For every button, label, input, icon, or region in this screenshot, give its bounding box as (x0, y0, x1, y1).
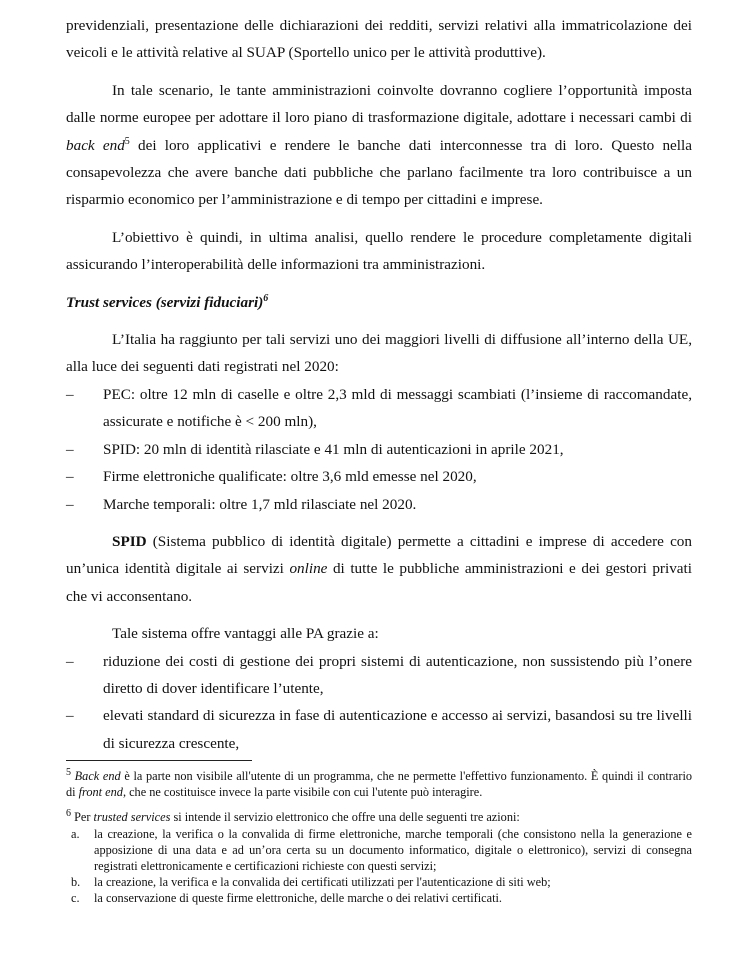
list-item: – Firme elettroniche qualificate: oltre 3,6 mld emesse nel 2020, (66, 463, 692, 490)
paragraph-spid: SPID (Sistema pubblico di identità digitale) permette a cittadini e imprese di accedere con un’unica identità digitale ai servizi online di tutte le pubbliche amministrazioni e dei gestori privati che vi acconsentano. (66, 532, 692, 605)
paragraph-trust-intro: L’Italia ha raggiunto per tali servizi uno dei maggiori livelli di diffusione all’interno della UE, alla luce dei seguenti dati registrati nel 2020: (66, 331, 692, 376)
section-heading-trust-services: Trust services (servizi fiduciari)$^6$ (66, 292, 269, 311)
paragraph-continuation: previdenziali, presentazione delle dichiarazioni dei redditi, servizi relativi alla immatricolazione dei veicoli e le attività relative al SUAP (Sportello unico per le attività produttive). (66, 17, 692, 62)
list-item: – SPID: 20 mln di identità rilasciate e 41 mln di autenticazioni in aprile 2021, (66, 436, 692, 463)
list-item: – PEC: oltre 12 mln di caselle e oltre 2,3 mld di messaggi scambiati (l’insieme di raccomandate, assicurate e notifiche è < 200 mln), (66, 381, 692, 436)
footnote-separator (66, 760, 252, 761)
term-back-end: back end (66, 136, 125, 154)
list-item: – elevati standard di sicurezza in fase di autenticazione e accesso ai servizi, basandosi su tre livelli di sicurezza crescente, (66, 702, 692, 757)
footnote-6-list (66, 826, 692, 907)
paragraph-objective: L’obiettivo è quindi, in ultima analisi, quello rendere le procedure completamente digitali assicurando l’interoperabilità delle informazioni tra amministrazioni. (66, 228, 692, 274)
list-item: a. la creazione, la verifica o la convalida di firme elettroniche, marche temporali (che consistono nella la generazione e apposizione di una data e ad un’ora certa su un documento informatico, digitale o elettronico), servizi di consegna registrati elettronicamente e certificazioni richieste con questi servizi; (71, 826, 692, 874)
footnote-6: $^6$ Per trusted services si intende il servizio elettronico che offre una delle seguenti tre azioni: a. la creazione, la verifica o la convalida di firme elettroniche, marche temporali (che consistono nella la generazione e apposizione di una data e ad un’ora certa su un documento informatico, digitale o elettronico), servizi di consegna registrati elettronicamente e certificazioni richieste con questi servizi; b. la creazione, la verifica e la convalida dei certificati utilizzati per l'autenticazione di siti web; c. la conservazione di queste firme elettroniche, delle marche o dei relativi certificati. (66, 808, 692, 906)
body-text (66, 12, 692, 757)
list-item: c. la conservazione di queste firme elettroniche, delle marche o dei relativi certificati. (71, 891, 502, 906)
term-spid: SPID (112, 532, 147, 550)
advantages-list (66, 648, 692, 758)
footnote-ref-5: 5 (124, 135, 130, 147)
list-item: b. la creazione, la verifica e la convalida dei certificati utilizzati per l'autenticazione di siti web; (71, 875, 551, 890)
footnote-5: $^5$ Back end è la parte non visibile all'utente di un programma, che ne permette l'effettivo funzionamento. È quindi il contrario di front end, che ne costituisce invece la parte visibile con cui l'utente può interagire. (66, 766, 693, 800)
list-item: – Marche temporali: oltre 1,7 mld rilasciate nel 2020. (66, 491, 692, 518)
trust-services-list (66, 381, 692, 518)
footnote-ref-6: 6 (263, 292, 269, 304)
paragraph-digital-transformation: In tale scenario, le tante amministrazioni coinvolte dovranno cogliere l’opportunità imposta dalle norme europee per adottare il loro piano di trasformazione digitale, adottare i necessari cambi di back end$^5$ dei loro applicativi e rendere le banche dati interconnesse tra di loro. Questo nella consapevolezza che avere banche dati pubbliche che parlano facilmente tra loro contribuisce a un risparmio economico per l’amministrazione e di tempo per cittadini e imprese. (66, 81, 692, 209)
term-online: online (289, 560, 328, 578)
list-item: – riduzione dei costi di gestione dei propri sistemi di autenticazione, non sussistendo più l’onere diretto di dover identificare l’utente, (66, 648, 692, 703)
footnotes (66, 760, 692, 907)
paragraph-advantages-intro: Tale sistema offre vantaggi alle PA grazie a: (112, 625, 379, 643)
